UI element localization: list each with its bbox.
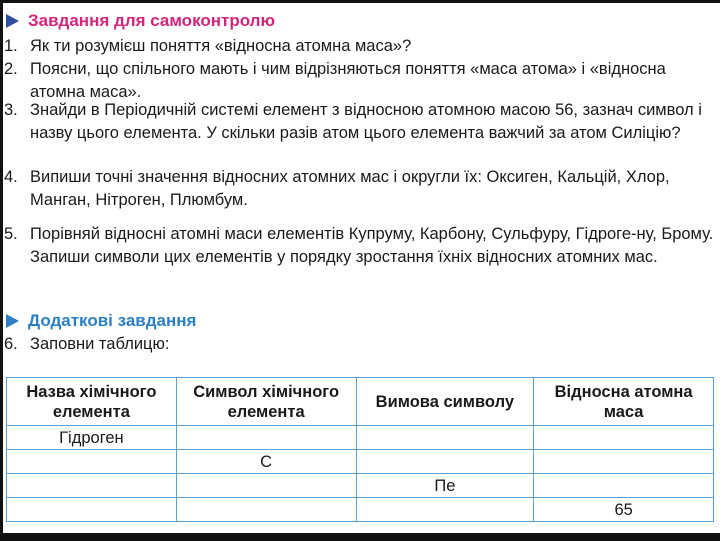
table-cell	[176, 498, 356, 522]
table-cell	[7, 450, 177, 474]
left-edge	[0, 0, 3, 541]
table-cell	[176, 474, 356, 498]
task-number: 5.	[4, 225, 18, 243]
task-text: Заповни таблицю:	[30, 335, 170, 353]
table-cell	[7, 498, 177, 522]
additional-title: Додаткові завдання	[28, 311, 197, 330]
table-cell	[356, 498, 534, 522]
elements-table	[6, 377, 714, 522]
table-row	[7, 426, 714, 450]
table-cell	[356, 426, 534, 450]
column-header: Вимова символу	[356, 378, 534, 426]
table-cell	[356, 450, 534, 474]
table-cell	[534, 450, 714, 474]
task-number: 2.	[4, 60, 18, 78]
task-number: 1.	[4, 37, 18, 55]
table-cell: Гідроген	[7, 426, 177, 450]
column-header: Відносна атомна маса	[534, 378, 714, 426]
column-header: Символ хімічного елемента	[176, 378, 356, 426]
table-row	[7, 498, 714, 522]
task-text: Як ти розумієш поняття «відносна атомна маса»?	[30, 37, 412, 55]
task-3	[4, 99, 720, 145]
top-edge	[0, 0, 720, 3]
task-1	[4, 35, 720, 58]
additional-heading	[6, 311, 196, 331]
table-cell	[534, 474, 714, 498]
arrow-right-icon	[6, 14, 19, 28]
task-number: 4.	[4, 168, 18, 186]
task-text: Знайди в Періодичній системі елемент з відносною атомною масою 56, зазнач символ і назву цього елемента. У скільки разів атом цього елемента важчий за атом Силіцію?	[30, 101, 702, 142]
table-cell	[7, 474, 177, 498]
task-6	[4, 333, 720, 356]
task-4	[4, 166, 720, 212]
table-cell: С	[176, 450, 356, 474]
self-control-heading	[6, 11, 275, 31]
table-row	[7, 474, 714, 498]
table-row	[7, 450, 714, 474]
self-control-title: Завдання для самоконтролю	[28, 11, 275, 30]
table-header-row	[7, 378, 714, 426]
table-cell	[534, 426, 714, 450]
task-number: 3.	[4, 101, 18, 119]
task-2	[4, 58, 720, 104]
task-text: Порівняй відносні атомні маси елементів Купруму, Карбону, Сульфуру, Гідроге-ну, Брому. Запиши символи цих елементів у порядку зростання їхніх відносних атомних мас.	[30, 225, 714, 266]
table-cell: 65	[534, 498, 714, 522]
table-cell	[176, 426, 356, 450]
column-header: Назва хімічного елемента	[7, 378, 177, 426]
task-number: 6.	[4, 335, 18, 353]
bottom-edge	[0, 533, 720, 541]
task-5	[4, 223, 720, 269]
arrow-right-icon	[6, 314, 19, 328]
task-text: Поясни, що спільного мають і чим відрізняються поняття «маса атома» і «відносна атомна маса».	[30, 60, 666, 101]
table-cell: Пе	[356, 474, 534, 498]
task-text: Випиши точні значення відносних атомних мас і округли їх: Оксиген, Кальцій, Хлор, Манган, Нітроген, Плюмбум.	[30, 168, 670, 209]
